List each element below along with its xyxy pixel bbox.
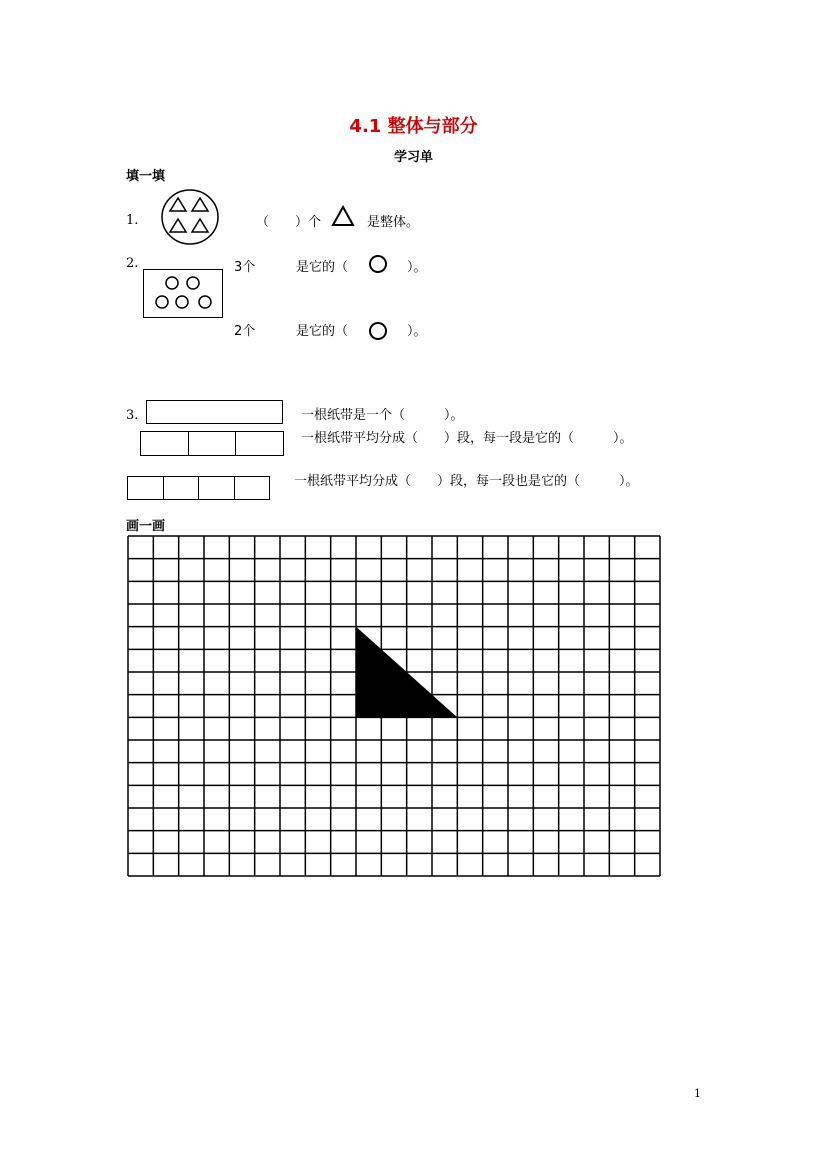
strip-segment: [128, 477, 164, 499]
circles-box-figure: [143, 269, 223, 318]
triangle-icon: [331, 205, 355, 227]
q2-row2-text: 是它的（: [296, 324, 349, 339]
q3-line1: 一根纸带是一个（ ）。: [301, 408, 464, 423]
page-number: 1: [694, 1087, 701, 1100]
q1-number: 1.: [126, 213, 139, 228]
page-subtitle: 学习单: [393, 150, 433, 165]
q2-row1-end: ）。: [407, 260, 427, 275]
strip-segment: [141, 432, 189, 455]
q2-row2-end: ）。: [407, 324, 427, 339]
q2-row1-count: 3个: [234, 260, 256, 275]
q1-end-text: 是整体。: [367, 215, 420, 230]
strip-segment: [164, 477, 200, 499]
q3-number: 3.: [126, 408, 139, 423]
circle-icon: [368, 254, 388, 274]
drawing-grid[interactable]: [128, 536, 660, 876]
circle-icon: [368, 321, 388, 341]
paper-strip-thirds: [140, 431, 284, 456]
triangles-in-circle-figure: [160, 188, 220, 246]
q3-line3: 一根纸带平均分成（ ）段，每一段也是它的（ ）。: [294, 474, 639, 489]
q2-row2-count: 2个: [234, 324, 256, 339]
grid-lines: [128, 536, 660, 876]
q1-blank-text: （ ）个: [256, 215, 322, 230]
strip-segment: [199, 477, 235, 499]
section-fill-heading: 填一填: [126, 169, 166, 184]
strip-segment: [189, 432, 237, 455]
section-draw-heading: 画一画: [126, 519, 166, 534]
q2-row1-text: 是它的（: [296, 260, 349, 275]
page-title: 4.1 整体与部分: [349, 116, 478, 137]
q2-number: 2.: [126, 256, 139, 271]
strip-segment: [236, 432, 283, 455]
strip-segment: [235, 477, 270, 499]
paper-strip-whole: [146, 400, 283, 424]
q3-line2: 一根纸带平均分成（ ）段，每一段是它的（ ）。: [301, 431, 633, 446]
paper-strip-quarters: [127, 476, 270, 500]
